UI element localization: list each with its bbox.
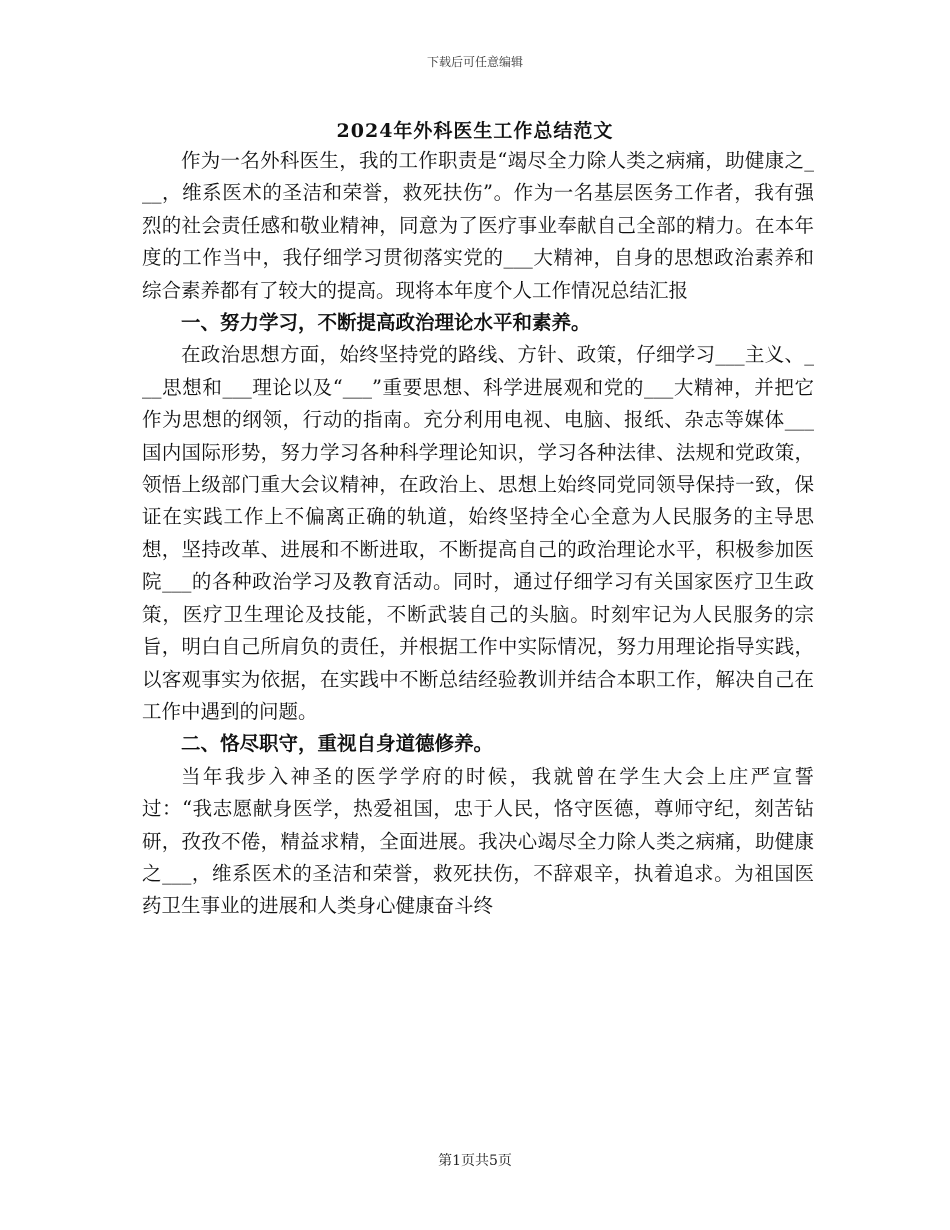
header-note: 下载后可任意编辑 — [426, 55, 523, 69]
section-1-paragraph: 在政治思想方面，始终坚持党的路线、方针、政策，仔细学习___主义、___思想和___理论以及“___”重要思想、科学进展观和党的___大精神，并把它作为思想的纲领，行动的指南。充分利用电视、电脑、报纸、杂志等媒体___国内国际形势，努力学习各种科学理论知识，学习各种法律、法规和党政策，领悟上级部门重大会议精神，在政治上、思想上始终同党同领导保持一致，保证在实践工作上不偏离正确的轨道，始终坚持全心全意为人民服务的主导思想，坚持改革、进展和不断进取，不断提高自己的政治理论水平，积极参加医院___的各种政治学习及教育活动。同时，通过仔细学习有关国家医疗卫生政策，医疗卫生理论及技能，不断武装自己的头脑。时刻牢记为人民服务的宗旨，明白自己所肩负的责任，并根据工作中实际情况，努力用理论指导实践，以客观事实为依据，在实践中不断总结经验教训并结合本职工作，解决自己在工作中遇到的问题。 — [142, 343, 814, 723]
document-body — [142, 145, 814, 923]
intro-paragraph: 作为一名外科医生，我的工作职责是“竭尽全力除人类之病痛，助健康之___，维系医术的圣洁和荣誉，救死扶伤”。作为一名基层医务工作者，我有强烈的社会责任感和敬业精神，同意为了医疗事业奉献自己全部的精力。在本年度的工作当中，我仔细学习贯彻落实党的___大精神，自身的思想政治素养和综合素养都有了较大的提高。现将本年度个人工作情况总结汇报 — [142, 149, 814, 302]
section-heading-2: 二、恪尽职守，重视自身道德修养。 — [181, 732, 494, 756]
section-heading-1: 一、努力学习，不断提高政治理论水平和素养。 — [181, 311, 591, 335]
section-2-paragraph: 当年我步入神圣的医学学府的时候，我就曾在学生大会上庄严宣誓过：“我志愿献身医学，热爱祖国，忠于人民，恪守医德，尊师守纪，刻苦钻研，孜孜不倦，精益求精，全面进展。我决心竭尽全力除人类之病痛，助健康之___，维系医术的圣洁和荣誉，救死扶伤，不辞艰辛，执着追求。为祖国医药卫生事业的进展和人类身心健康奋斗终 — [142, 764, 814, 918]
document-title: 2024年外科医生工作总结范文 — [336, 120, 614, 142]
page-number-footer: 第1页共5页 — [438, 1153, 512, 1169]
